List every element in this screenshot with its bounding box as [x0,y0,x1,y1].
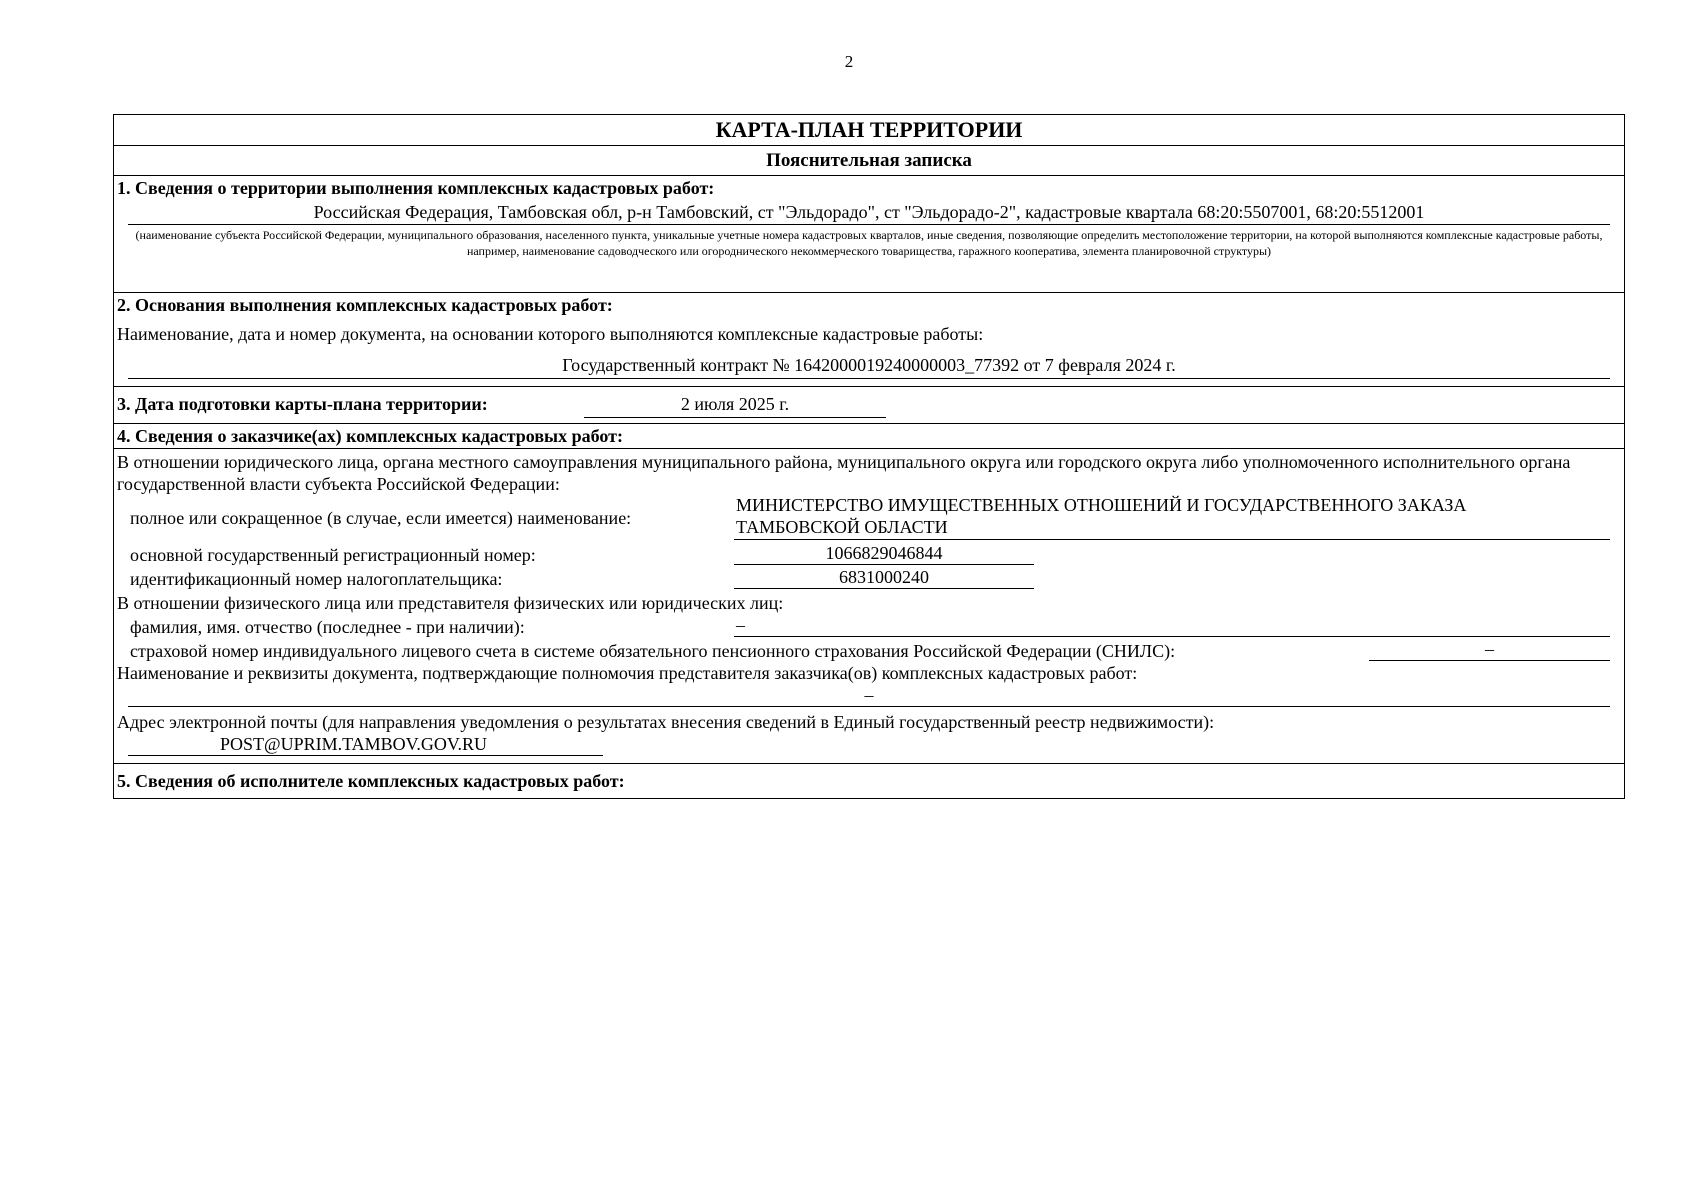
ogrn-value: 1066829046844 [734,542,1034,565]
authority-doc-value: – [128,684,1610,707]
territory-note: (наименование субъекта Российской Федерации, муниципального образования, населенного пункта, уникальные учетные номера кадастровых кварталов, иные сведения, позволяющие определить местоположение территории, на которой выполняются комплексные кадастровые работы, например, наименование садоводческого или огороднического некоммерческого товарищества, гаражного кооператива, элемента планировочной структуры) [135,228,1603,258]
org-name-value-line1: МИНИСТЕРСТВО ИМУЩЕСТВЕННЫХ ОТНОШЕНИЙ И ГОСУДАРСТВЕННОГО ЗАКАЗА [736,495,1467,515]
section-territory-heading: 1. Сведения о территории выполнения комплексных кадастровых работ: [117,178,715,198]
legal-entity-intro: В отношении юридического лица, органа местного самоуправления муниципального района, муниципального округа или городского округа либо уполномоченного исполнительного органа государственной власти субъекта Российской Федерации: [117,452,1571,494]
territory-value: Российская Федерация, Тамбовская обл, р-н Тамбовский, ст "Эльдорадо", ст "Эльдорадо-2", кадастровые квартала 68:20:5507001, 68:20:5512001 [128,200,1610,225]
section-territory [114,176,1624,293]
authority-doc-label: Наименование и реквизиты документа, подтверждающие полномочия представителя заказчика(ов) комплексных кадастровых работ: [117,663,1138,683]
individual-intro: В отношении физического лица или представителя физических или юридических лиц: [117,593,784,613]
org-name-field [734,494,1610,540]
section-customer-heading-row [114,424,1624,449]
snils-value: – [1369,638,1610,661]
section-customer-heading: 4. Сведения о заказчике(ах) комплексных кадастровых работ: [117,426,623,446]
ogrn-label: основной государственный регистрационный номер: [130,545,536,565]
grounds-value: Государственный контракт № 1642000019240000003_77392 от 7 февраля 2024 г. [128,352,1610,379]
section-date-heading: 3. Дата подготовки карты-плана территории: [117,394,488,414]
section-customer [114,449,1624,764]
org-name-label: полное или сокращенное (в случае, если имеется) наименование: [130,508,632,528]
email-value: POST@UPRIM.TAMBOV.GOV.RU [128,733,603,756]
inn-label: идентификационный номер налогоплательщика: [130,569,503,589]
section-grounds [114,293,1624,387]
section-grounds-heading: 2. Основания выполнения комплексных кадастровых работ: [117,295,613,315]
fio-dash: – [736,615,745,635]
grounds-label: Наименование, дата и номер документа, на основании которого выполняются комплексные кадастровые работы: [117,324,984,344]
preparation-date-value: 2 июля 2025 г. [584,392,886,418]
org-name-value-line2: ТАМБОВСКОЙ ОБЛАСТИ [736,517,948,537]
fio-label: фамилия, имя. отчество (последнее - при наличии): [130,617,525,637]
page-number: 2 [844,52,854,71]
document-form [113,114,1625,799]
section-date [114,387,1624,424]
fio-value [734,614,1610,637]
section-contractor-heading: 5. Сведения об исполнителе комплексных кадастровых работ: [117,771,625,791]
section-contractor [114,764,1624,798]
document-subtitle: Пояснительная записка [114,146,1624,176]
snils-label: страховой номер индивидуального лицевого счета в системе обязательного пенсионного страхования Российской Федерации (СНИЛС): [130,641,1176,661]
email-label: Адрес электронной почты (для направления уведомления о результатах внесения сведений в Единый государственный реестр недвижимости): [117,712,1215,732]
document-title: КАРТА-ПЛАН ТЕРРИТОРИИ [114,115,1624,146]
inn-value: 6831000240 [734,566,1034,589]
